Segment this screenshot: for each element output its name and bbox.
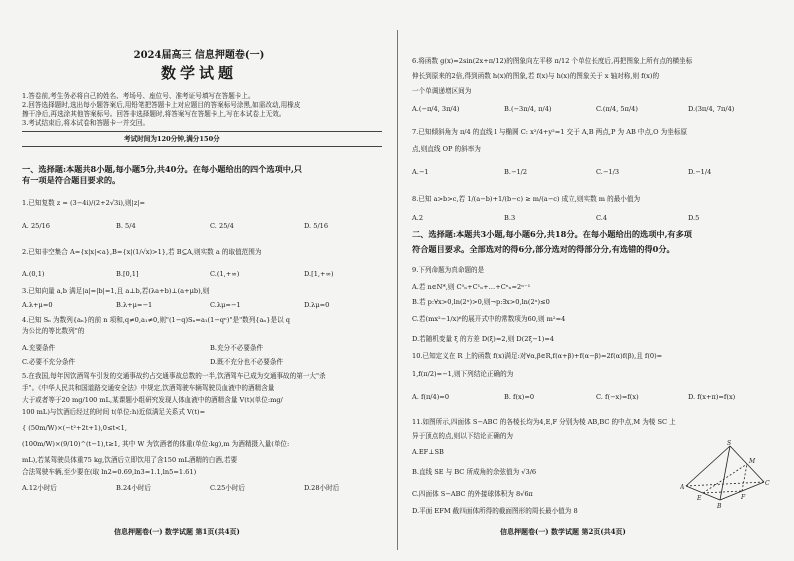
exam-subject: 数学试题 <box>160 64 237 82</box>
q3-option-a: A.λ+μ=0 <box>22 301 53 309</box>
q5-option-b: B.24小时后 <box>116 484 152 492</box>
figure-label-e: E <box>697 495 702 502</box>
q5-option-a: A.12小时后 <box>22 484 58 492</box>
notice-line: 2.回答选择题时,选出每小题答案后,用铅笔把答题卡上对应题目的答案标号涂黑,如需改动,用橡皮 <box>22 101 301 109</box>
q2-option-b: B.[0,1] <box>116 270 139 278</box>
q11-option-d: D.平面 EFM 截四面体所得的截面图形的周长最小值为 8 <box>412 507 578 515</box>
question-8: 8.已知 a>b>c,若 1/(a−b)+1/(b−c) ≥ m/(a−c) 成立,则实数 m 的最小值为 <box>412 195 641 203</box>
question-6-line: 伸长到原来的2倍,得到函数 h(x)的图象,若 f(x)与 h(x)的图象关于 x 轴对称,则 f(x)的 <box>412 72 660 80</box>
question-1: 1.已知复数 z = (3−4i)/(2+2√3i),则|z|= <box>22 199 146 207</box>
q9-option-a: A.若 n∈N*,则 C⁰ₙ+C¹ₙ+…+Cⁿₙ=2ⁿ⁻¹ <box>412 283 531 291</box>
q1-option-a: A. 25/16 <box>22 222 50 230</box>
q4-option-d: D.既不充分也不必要条件 <box>210 358 284 366</box>
rule-bottom <box>22 146 382 147</box>
exam-title: 2024届高三 信息押题卷(一) <box>133 50 265 61</box>
question-5-formula: { (50m/W)×(−t²+2t+1),0≤t<1, <box>22 424 127 432</box>
q3-option-d: D.λμ=0 <box>304 301 330 309</box>
question-5-line: 合法驾驶车辆,至少要在(取 ln2=0.69,ln3=1.1,ln5=1.61) <box>22 468 197 476</box>
figure-label-a: A <box>680 484 685 491</box>
question-5-line: 100 mL)与饮酒后经过的时间 t(单位:h)近似满足关系式 V(t)= <box>22 408 206 416</box>
q11-option-c: C.四面体 S−ABC 的外接球体积为 8√6π <box>412 490 533 498</box>
question-5-line: 手"。《中华人民共和国道路交通安全法》中规定,饮酒驾驶车辆驾驶员血液中的酒精含量 <box>22 384 275 392</box>
question-5-line: mL),若某驾驶员体重75 kg,饮酒后立即饮用了含150 mL酒精的白酒,若要 <box>22 456 238 464</box>
page-divider <box>397 30 398 550</box>
question-5-line: 大于或者等于20 mg/100 mL,某课题小组研究发现人体血液中的酒精含量 V(t)(单位:mg/ <box>22 396 283 404</box>
question-10-line: 1,f(π/2)=−1,则下列结论正确的为 <box>412 370 514 378</box>
exam-time: 考试时间为120分钟,满分150分 <box>124 135 220 143</box>
question-4: 4.已知 Sₙ 为数列{aₙ}的前 n 项和,q≠0,a₁≠0,则"(1−q)Sₙ=a₁(1−qⁿ)"是"数列{aₙ}是以 q <box>22 316 290 324</box>
question-2: 2.已知非空集合 A={x|x|<a},B={x|(1/√x)>1},若 B⊆A,则实数 a 的取值范围为 <box>22 248 262 256</box>
section1-title: 一、选择题:本题共8小题,每小题5分,共40分。在每小题给出的四个选项中,只 <box>22 164 302 174</box>
q7-option-a: A.−1 <box>412 168 429 176</box>
q2-option-c: C.(1,+∞) <box>210 270 240 278</box>
question-6: 6.将函数 g(x)=2sin(2x+π/12)的图象向左平移 π/12 个单位长度后,再把图象上所有点的横坐标 <box>412 57 693 65</box>
left-page <box>4 0 394 561</box>
notice-line: 3.考试结束后,将本试卷和答题卡一并交回。 <box>22 119 150 127</box>
figure-label-c: C <box>765 480 770 487</box>
question-7-line: 点,则直线 OP 的斜率为 <box>412 145 481 153</box>
q4-option-b: B.充分不必要条件 <box>210 344 264 352</box>
q1-option-d: D. 5/16 <box>304 222 329 230</box>
q2-option-a: A.(0,1) <box>22 270 45 278</box>
page-footer: 信息押题卷(一) 数学试题 第2页(共4页) <box>500 527 626 536</box>
q6-option-c: C.(π/4, 5π/4) <box>596 105 638 113</box>
q6-option-a: A.(−π/4, 3π/4) <box>412 105 460 113</box>
question-6-line: 一个单调递增区间为 <box>412 87 472 95</box>
q11-option-b: B.直线 SE 与 BC 所成角的余弦值为 √3/6 <box>412 468 537 476</box>
q6-option-d: D.(3π/4, 7π/4) <box>688 105 735 113</box>
rule-top <box>22 131 382 132</box>
tetrahedron-figure <box>680 440 770 510</box>
question-3: 3.已知向量 a,b 满足|a|=|b|=1,且 a⊥b,若(λa+b)⊥(a+μb),则 <box>22 287 210 295</box>
question-5: 5.在我国,每年因饮酒驾车引发的交通事故约占交通事故总数的一半,饮酒驾车已成为交通事故的第一大"杀 <box>22 372 326 380</box>
section2-title: 二、选择题:本题共3小题,每小题6分,共18分。在每小题给出的选项中,有多项 <box>412 229 692 239</box>
q3-option-b: B.λ+μ=−1 <box>116 301 153 309</box>
q8-option-c: C.4 <box>596 214 608 222</box>
question-10: 10.已知定义在 R 上的函数 f(x)满足:对∀α,β∈R,f(α+β)+f(α−β)=2f(α)f(β),且 f(0)= <box>412 352 663 360</box>
figure-label-m: M <box>749 458 756 465</box>
question-5-formula: (100m/W)×(9/10)^(t−1),t≥1, 其中 W 为饮酒者的体重(单位:kg),m 为酒精摄入量(单位: <box>22 440 290 448</box>
right-page <box>400 0 790 561</box>
q7-option-c: C.−1/3 <box>596 168 620 176</box>
question-11: 11.如图所示,四面体 S−ABC 的各棱长均为4,E,F 分别为棱 AB,BC 的中点,M 为棱 SC 上 <box>412 418 676 426</box>
q3-option-c: C.λμ=−1 <box>210 301 241 309</box>
q9-option-d: D.若随机变量 ξ 的方差 D(ξ)=2,则 D(2ξ−1)=4 <box>412 335 555 343</box>
q6-option-b: B.(−3π/4, π/4) <box>504 105 552 113</box>
figure-label-f: F <box>741 494 746 501</box>
q11-option-a: A.EF⊥SB <box>412 448 444 456</box>
q10-option-d: D. f(x+π)=f(x) <box>688 393 736 401</box>
figure-label-b: B <box>717 503 722 510</box>
q8-option-b: B.3 <box>504 214 516 222</box>
q2-option-d: D.[1,+∞) <box>304 270 334 278</box>
q1-option-b: B. 5/4 <box>116 222 136 230</box>
q5-option-c: C.25小时后 <box>210 484 246 492</box>
q7-option-b: B.−1/2 <box>504 168 528 176</box>
q10-option-a: A. f(π/4)=0 <box>412 393 450 401</box>
q4-option-a: A.充要条件 <box>22 344 56 352</box>
q8-option-d: D.5 <box>688 214 700 222</box>
question-9: 9.下列命题为真命题的是 <box>412 266 485 274</box>
question-11-line: 异于顶点的点,则以下结论正确的为 <box>412 432 514 440</box>
q10-option-b: B. f(x)=0 <box>504 393 535 401</box>
q10-option-c: C. f(−x)=f(x) <box>596 393 639 401</box>
question-7: 7.已知倾斜角为 π/4 的直线 l 与椭圆 C: x²/4+y²=1 交于 A,B 两点,P 为 AB 中点,O 为坐标原 <box>412 128 688 136</box>
notice-line: 1.答卷前,考生务必将自己的姓名、考场号、座位号、准考证号填写在答题卡上。 <box>22 92 255 100</box>
q9-option-c: C.若(mx²−1/x)⁶的展开式中的常数项为60,则 m²=4 <box>412 315 566 323</box>
section1-title: 有一项是符合题目要求的。 <box>22 175 121 185</box>
notice-line: 擦干净后,再选涂其他答案标号。回答非选择题时,将答案写在答题卡上,写在本试卷上无效。 <box>22 110 286 118</box>
section2-title: 符合题目要求。全部选对的得6分,部分选对的得部分分,有选错的得0分。 <box>412 244 675 254</box>
q8-option-a: A.2 <box>412 214 424 222</box>
figure-label-s: S <box>727 440 732 447</box>
page-footer: 信息押题卷(一) 数学试题 第1页(共4页) <box>114 527 240 536</box>
q5-option-d: D.28小时后 <box>304 484 340 492</box>
question-4-cont: 为公比的等比数列"的 <box>22 327 85 335</box>
q4-option-c: C.必要不充分条件 <box>22 358 76 366</box>
q9-option-b: B.若 p:∀x>0,ln(2ˣ)>0,则¬p:∃x>0,ln(2ˣ)≤0 <box>412 298 550 306</box>
q1-option-c: C. 25/4 <box>210 222 234 230</box>
q7-option-d: D.−1/4 <box>688 168 712 176</box>
